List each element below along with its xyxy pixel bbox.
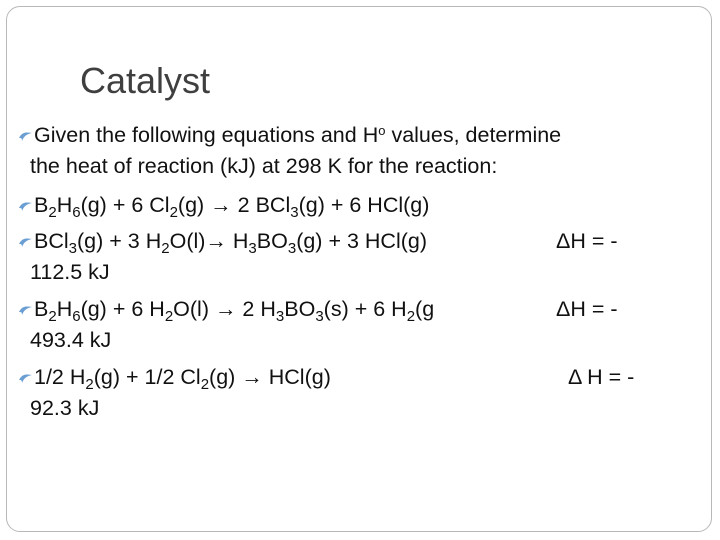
intro-line-1: Given the following equations and $H^o$ values, determine [18, 122, 561, 148]
target-reaction: $B_2H_6(g) + 6$ $Cl_2(g) \to 2$ BCl$_3$(g) + 6 HCl(g) [18, 192, 429, 218]
wave-bullet-icon [18, 371, 34, 385]
equation-3-delta-h-label: Δ H = - [568, 365, 635, 389]
equation-1-delta-h-label: ΔH = - [556, 229, 618, 253]
intro-line-2: the heat of reaction (kJ) at 298 K for the reaction: [30, 154, 498, 178]
wave-bullet-icon [18, 199, 34, 213]
arrow-icon: → [205, 229, 227, 253]
wave-bullet-icon [18, 235, 34, 249]
equation-1-delta-h-value: 112.5 kJ [30, 260, 110, 284]
equation-2-delta-h-value: 493.4 kJ [30, 328, 112, 352]
arrow-icon: → [241, 365, 263, 389]
equation-2-delta-h-label: ΔH = - [556, 297, 618, 321]
wave-bullet-icon [18, 129, 34, 143]
equation-3-delta-h-value: 92.3 kJ [30, 396, 100, 420]
arrow-icon: → [214, 297, 237, 321]
equation-3: 1/2 $H_2(g) + 1/2$ $Cl_2(g) \to HCl(g)$ [18, 364, 331, 390]
equation-2: $B_2H_6(g) + 6$ $H_2O(l) \to 2$ $H_3BO_3(s) + 6$ $H_2(g$ [18, 296, 434, 322]
equation-1: BCl$_3$(g) + 3 $H_2O(l)\to H_3BO_3(g) + 3$ HCl(g) [18, 228, 427, 254]
arrow-icon: → [210, 193, 232, 217]
slide-title: Catalyst [80, 60, 211, 101]
wave-bullet-icon [18, 303, 34, 317]
